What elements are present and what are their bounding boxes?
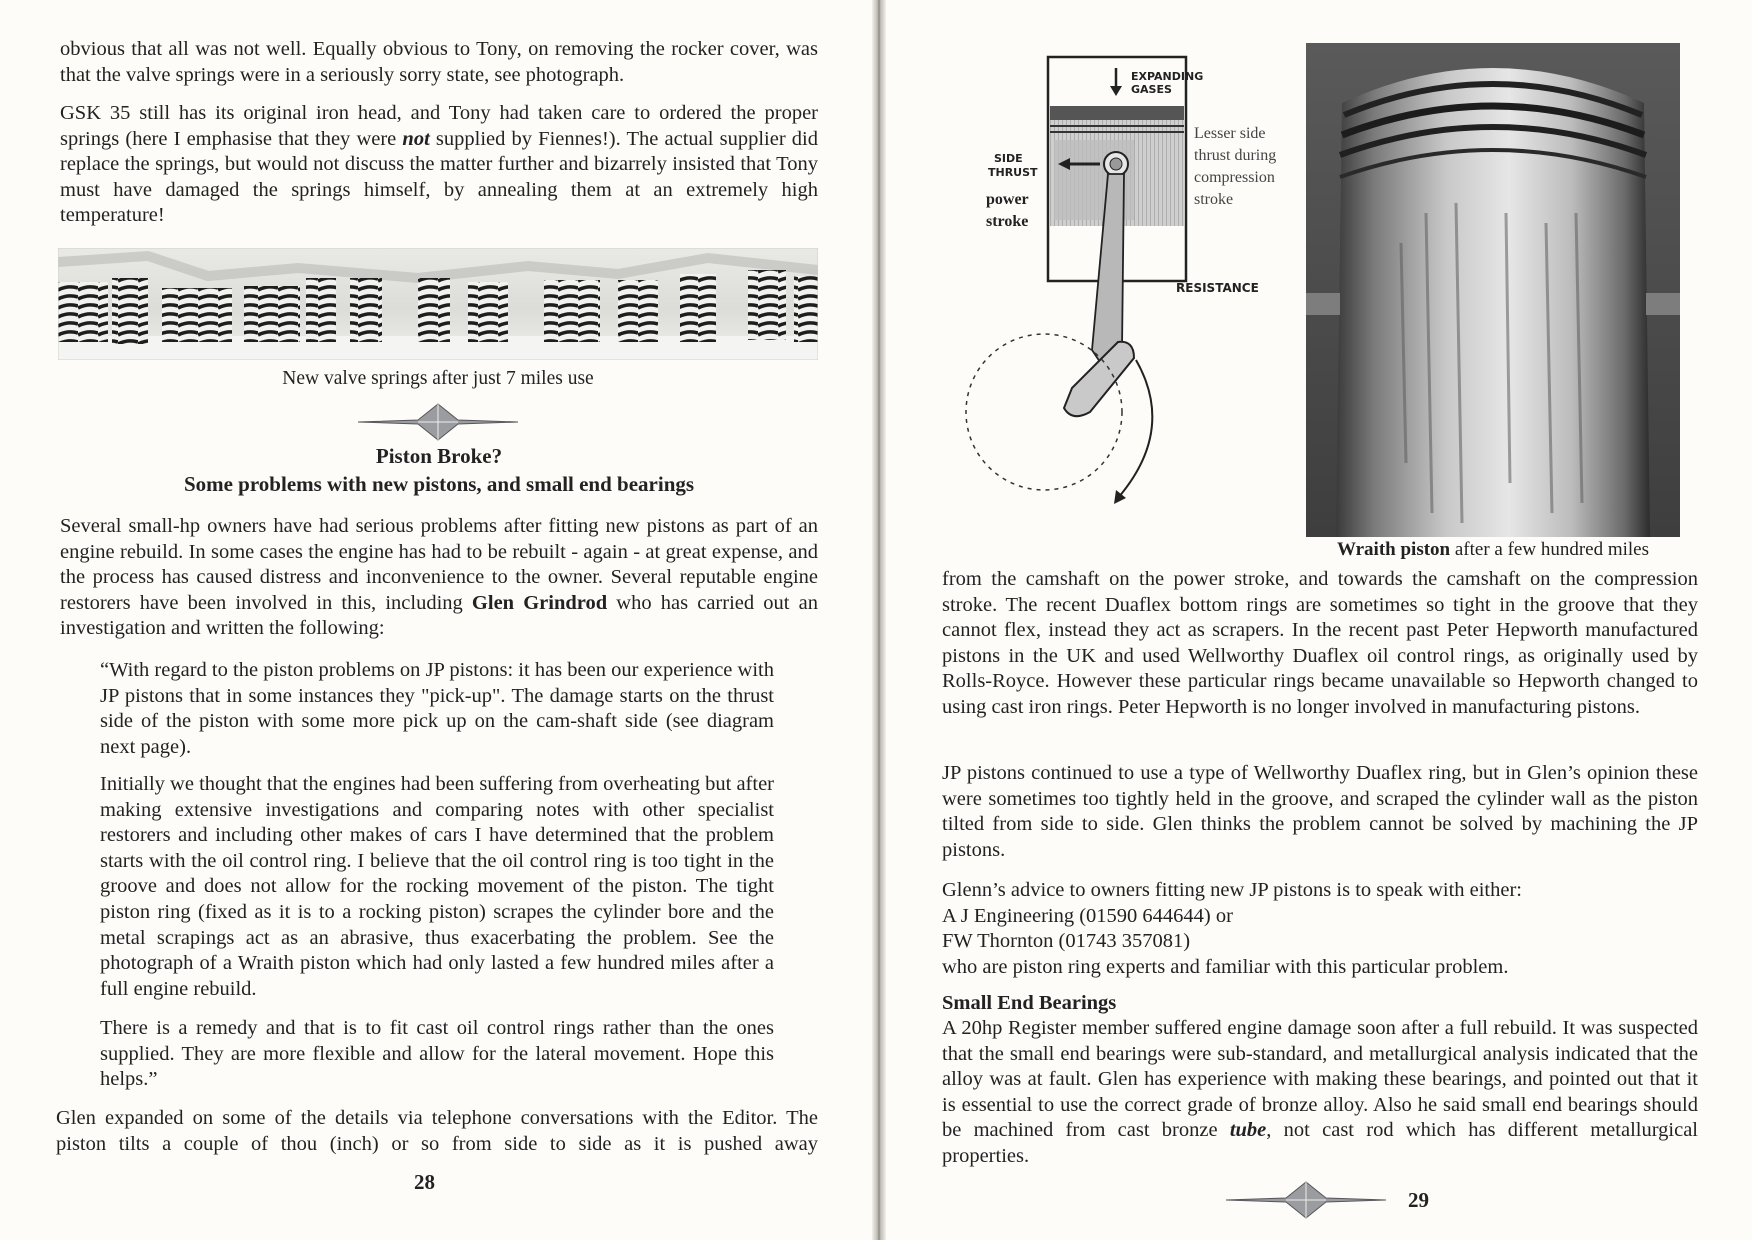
piston-caption [1306, 539, 1680, 561]
label-resistance: RESISTANCE [1176, 281, 1259, 295]
label-expanding: EXPANDING [1131, 70, 1204, 83]
springs-caption: New valve springs after just 7 miles use [282, 368, 594, 389]
label-stroke-2: stroke [1194, 191, 1234, 208]
quote-paragraph [100, 1016, 774, 1093]
label-thrust: THRUST [988, 166, 1038, 179]
quote-paragraph [100, 658, 774, 760]
paragraph-text: who has carried out an investigation and written the following: [60, 591, 818, 640]
label-power: power [986, 191, 1029, 208]
wraith-piston-photo [1306, 43, 1680, 537]
person-name: Glen Grindrod [471, 591, 608, 614]
paragraph [60, 37, 818, 88]
valve-springs-image [58, 248, 818, 360]
label-stroke: stroke [986, 213, 1029, 230]
small-end-heading: Small End Bearings [942, 992, 1117, 1014]
paragraph-text: Glen expanded on some of the details via telephone conversations with the Editor. The piston tilts a couple of thou (inch) or so from side to side as it is pushed away [56, 1107, 818, 1155]
paragraph [942, 761, 1698, 863]
right-page [886, 0, 1752, 1240]
heading-line: Piston Broke? [375, 444, 503, 468]
paragraph [56, 1106, 818, 1157]
diamond-ornament-icon [1226, 1180, 1386, 1220]
label-side: SIDE [994, 152, 1023, 165]
page-number: 28 [414, 1170, 435, 1194]
paragraph [60, 514, 818, 642]
contact-line: FW Thornton (01743 357081) [942, 930, 1191, 953]
advice-line: Glenn’s advice to owners fitting new JP pistons is to speak with either: [942, 879, 1522, 901]
valve-springs-photo [58, 248, 818, 360]
paragraph [942, 1016, 1698, 1170]
advice-block [942, 878, 1522, 980]
contact-line: A J Engineering (01590 644644) or [942, 904, 1233, 927]
quote-text: There is a remedy and that is to fit cast oil control rings rather than the ones supplied. They are more flexible and allow for the lateral movement. Hope this helps.” [100, 1017, 774, 1091]
quote-text: “With regard to the piston problems on JP pistons: it has been our experience with JP pistons that in some instances they "pick-up". The damage starts on the thrust side of the piston with some more pick up on the cam-shaft side (see diagram next page). [100, 659, 774, 758]
left-page [0, 0, 872, 1240]
page-number: 29 [1408, 1188, 1429, 1212]
caption-text: after a few hundred miles [1450, 539, 1650, 560]
paragraph-text: from the camshaft on the power stroke, and towards the camshaft on the compression stroke. The recent Duaflex bottom rings are sometimes so tight in the groove that they cannot flex, instead they act as scrapers. In the recent past Peter Hepworth manufactured pistons in the UK and used Wellworthy Duaflex oil control rings, as originally used by Rolls-Royce. However these particular rings became unavailable so Hepworth changed to using cast iron rings. Peter Hepworth is no longer involved in manufacturing pistons. [942, 568, 1698, 718]
diamond-ornament-icon [358, 402, 518, 442]
spine-gutter [872, 0, 886, 1240]
quote-paragraph [100, 772, 774, 1002]
paragraph [942, 567, 1698, 721]
label-compression: compression [1194, 169, 1275, 186]
emphasis-text: tube [1229, 1119, 1267, 1142]
label-gases: GASES [1131, 83, 1172, 96]
paragraph-text: supplied by Fiennes!). The actual supplier did replace the springs, but would not discuss the matter further and bizarrely insisted that Tony must have damaged the springs himself, by annealing them at an extremely high temperature! [60, 127, 818, 227]
piston-thrust-diagram [886, 50, 1306, 530]
paragraph-text: obvious that all was not well. Equally obvious to Tony, on removing the rocker cover, was that the valve springs were in a seriously sorry state, see photograph. [60, 38, 818, 86]
label-lesser: Lesser side [1194, 125, 1266, 142]
heading-line: Some problems with new pistons, and small end bearings [183, 472, 695, 496]
label-thrust-during: thrust during [1194, 147, 1277, 164]
advice-line: who are piston ring experts and familiar with this particular problem. [942, 955, 1509, 978]
emphasis-text: not [402, 127, 430, 150]
wraith-piston-image [1306, 43, 1680, 537]
paragraph-text: GSK 35 still has its original iron head, and Tony had taken care to ordered the proper springs (here I emphasise that they were [60, 102, 818, 150]
paragraph-text: A 20hp Register member suffered engine damage soon after a full rebuild. It was suspected that the small end bearings were sub-standard, and metallurgical analysis indicated that the alloy was at fault. Glen has experience with making these bearings, and pointed out that it is essential to use the correct grade of bronze alloy. Also he said small end bearings should be machined from cast bronze [942, 1017, 1698, 1142]
paragraph-text: JP pistons continued to use a type of Wellworthy Duaflex ring, but in Glen’s opinion these were sometimes too tightly held in the groove, and scraped the cylinder wall as the piston tilted from side to side. Glen thinks the problem cannot be solved by machining the JP pistons. [942, 762, 1698, 861]
paragraph [60, 101, 818, 229]
paragraph-text: , not cast rod which has different metallurgical properties. [942, 1119, 1699, 1167]
quote-text: Initially we thought that the engines had been suffering from overheating but after making extensive investigations and comparing notes with other specialist restorers and including other makes of cars I have determined that the problem starts with the oil control ring. I believe that the oil control ring is too tight in the groove and does not allow for the rocking movement of the piston. The tight piston ring (fixed as it is to a rocking piston) scrapes the cylinder bore and the metal scrapings act as an abrasive, thus exacerbating the problem. See the photograph of a Wraith piston which had only lasted a few hundred miles after a full engine rebuild. [100, 773, 774, 1000]
caption-bold: Wraith piston [1336, 539, 1451, 560]
article-heading [60, 442, 818, 498]
paragraph-text: Several small-hp owners have had serious problems after fitting new pistons as part of an engine rebuild. In some cases the engine has had to be rebuilt - again - at great expense, and the process has caused distress and inconvenience to the owner. Several reputable engine restorers have been involved in this, including [60, 515, 818, 614]
